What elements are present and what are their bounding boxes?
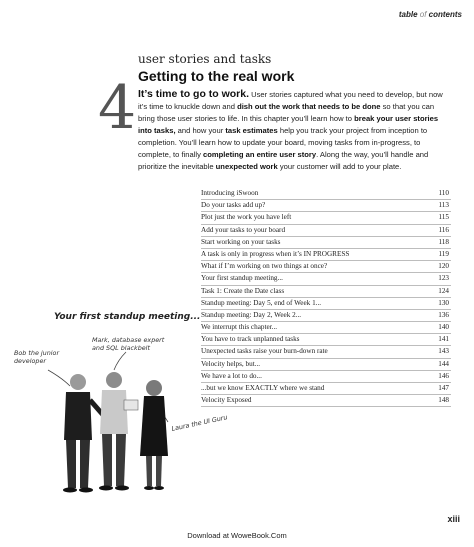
footer-credit: Download at WoweBook.Com <box>187 531 287 540</box>
toc-entry-page: 130 <box>438 298 449 307</box>
toc-entry-page: 147 <box>438 384 449 392</box>
label-laura: Laura the UI Guru <box>170 413 229 433</box>
chapter-title: Getting to the real work <box>138 68 295 84</box>
toc-row <box>201 359 451 371</box>
toc-entry-page: 123 <box>438 274 449 283</box>
toc-row <box>201 298 451 310</box>
toc-row <box>201 261 451 273</box>
toc-entry-title: Do your tasks add up? <box>201 201 266 210</box>
toc-list <box>201 188 451 407</box>
toc-entry-title: Introducing iSwoon <box>201 189 259 197</box>
toc-row <box>201 225 451 237</box>
toc-entry-page: 115 <box>438 213 449 222</box>
person-mark <box>99 372 138 491</box>
toc-row <box>201 200 451 212</box>
chapter-subject: user stories and tasks <box>138 52 272 66</box>
toc-entry-title: What if I’m working on two things at once? <box>201 262 328 271</box>
toc-entry-title: Velocity helps, but... <box>201 359 261 368</box>
toc-entry-title: Add your tasks to your board <box>201 225 286 234</box>
toc-entry-page: 136 <box>438 310 449 319</box>
toc-row <box>201 322 451 334</box>
toc-entry-page: 113 <box>438 201 449 210</box>
toc-entry-page: 119 <box>438 249 449 258</box>
page-number: xiii <box>447 514 460 524</box>
toc-row <box>201 371 451 383</box>
toc-entry-page: 118 <box>438 237 449 246</box>
toc-row <box>201 273 451 285</box>
toc-entry-title: ...but we know EXACTLY where we stand <box>201 384 325 392</box>
toc-entry-page: 120 <box>438 262 449 271</box>
toc-row <box>201 188 451 200</box>
toc-entry-title: Start working on your tasks <box>201 237 281 246</box>
running-header: table of contents <box>398 10 462 19</box>
toc-row <box>201 249 451 261</box>
toc-row <box>201 310 451 322</box>
toc-entry-page: 144 <box>438 359 449 368</box>
toc-entry-title: Velocity Exposed <box>201 396 252 405</box>
callout-title: Your first standup meeting... <box>54 312 201 322</box>
standup-meeting-photo <box>26 330 196 510</box>
toc-row <box>201 383 451 395</box>
toc-entry-title: Plot just the work you have left <box>201 213 292 222</box>
toc-row <box>201 395 451 407</box>
chapter-number: 4 <box>98 73 137 143</box>
toc-entry-page: 143 <box>438 347 449 356</box>
person-laura <box>140 380 168 490</box>
toc-row <box>201 334 451 346</box>
toc-row <box>201 237 451 249</box>
toc-entry-page: 110 <box>438 189 449 197</box>
toc-entry-title: Task 1: Create the Date class <box>201 286 285 295</box>
label-bob: Bob the junior developer <box>14 349 60 365</box>
toc-entry-page: 140 <box>438 323 449 332</box>
toc-entry-title: We have a lot to do... <box>201 371 262 380</box>
toc-row <box>201 346 451 358</box>
toc-entry-page: 116 <box>438 225 449 234</box>
toc-entry-title: A task is only in progress when it’s IN PROGRESS <box>201 249 350 258</box>
toc-entry-page: 148 <box>438 396 449 405</box>
toc-row <box>201 212 451 224</box>
toc-entry-title: Your first standup meeting... <box>201 274 283 283</box>
toc-entry-page: 124 <box>438 286 449 295</box>
toc-entry-title: Standup meeting: Day 2, Week 2... <box>201 310 302 319</box>
toc-entry-title: Standup meeting: Day 5, end of Week 1... <box>201 298 322 307</box>
toc-entry-page: 146 <box>438 371 449 380</box>
toc-entry-page: 141 <box>438 335 449 344</box>
toc-row <box>201 286 451 298</box>
person-bob <box>63 374 104 493</box>
chapter-intro: It’s time to go to work. User stories captured what you need to develop, but now it’s time to knuckle down and dish out the work that needs to be done so that you can bring those user stories to life. In this chapter you’ll learn how to break your user stories into tasks, and how your task estimates help you track your project from inception to completion. You’ll learn how to update your board, moving tasks from in-progress, to complete, to finally completing an entire user story. Along the way, you’ll handle and prioritize the inevitable unexpected work your customer will add to your plate. <box>138 88 443 171</box>
toc-entry-title: Unexpected tasks raise your burn-down rate <box>201 347 328 356</box>
label-mark: Mark, database expert and SQL blackbelt <box>92 336 165 352</box>
toc-entry-title: We interrupt this chapter... <box>201 323 278 332</box>
toc-entry-title: You have to track unplanned tasks <box>201 335 300 344</box>
